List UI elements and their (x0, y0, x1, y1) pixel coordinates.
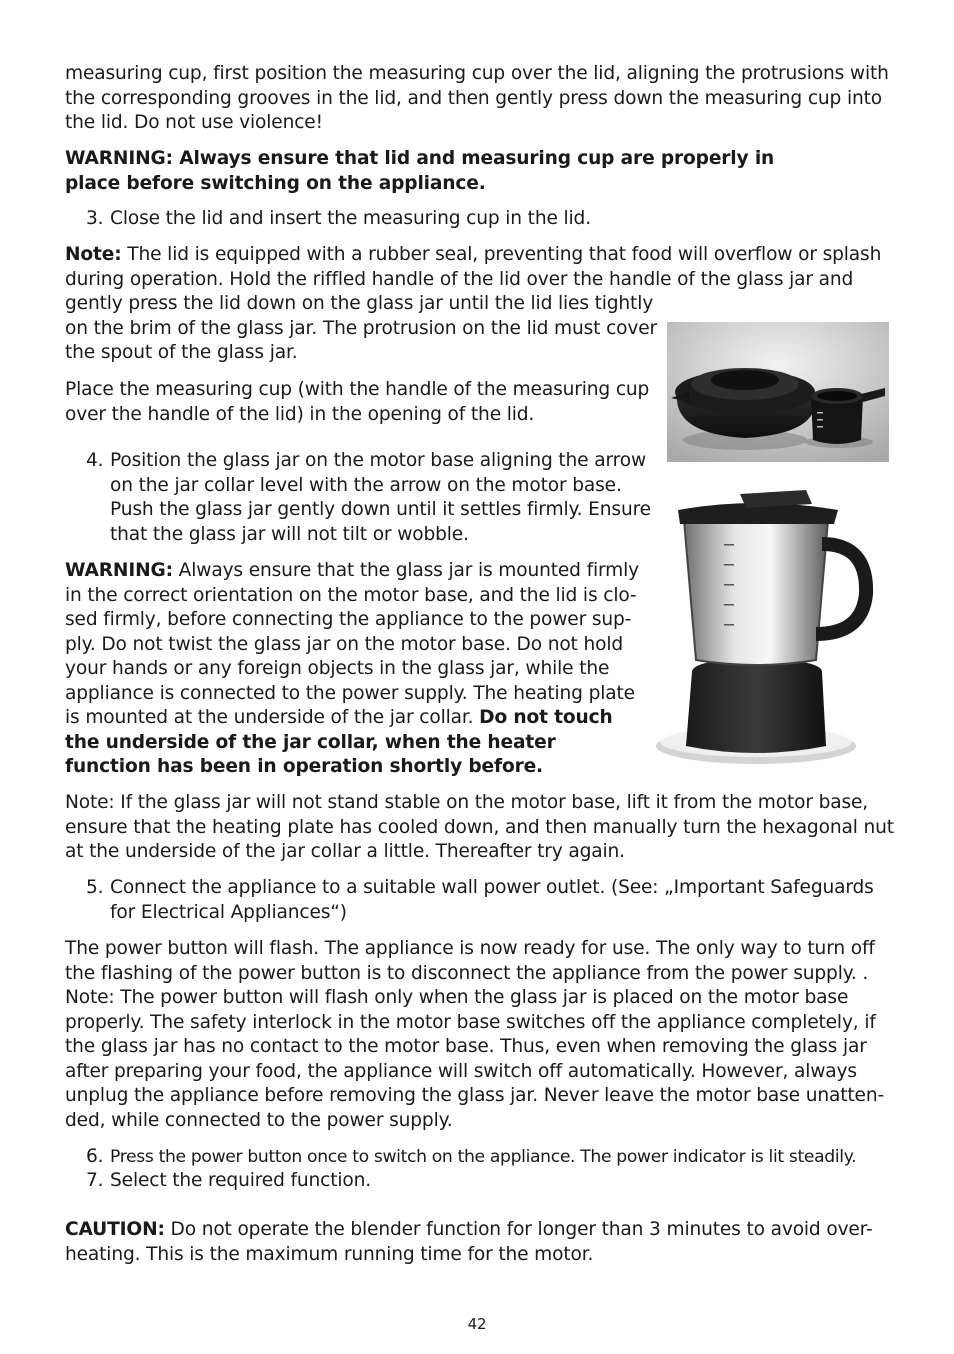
lid-and-measuring-cup-photo (667, 322, 889, 462)
text-line: your hands or any foreign objects in the glass jar, while the (65, 658, 610, 679)
text-line: the corresponding grooves in the lid, and then gently press down the measuring cup into (65, 87, 882, 109)
bold-text: Do not touch (479, 707, 613, 728)
step-text: Press the power button once to switch on the appliance. The power indicator is lit steadily. (110, 1147, 857, 1167)
text-line: properly. The safety interlock in the motor base switches off the appliance completely, if (65, 1011, 876, 1033)
text-line: after preparing your food, the appliance will switch off automatically. However, always (65, 1060, 857, 1082)
text-line: in the correct orientation on the motor base, and the lid is clo- (65, 584, 637, 606)
step-text: Position the glass jar on the motor base aligning the arrow (110, 450, 647, 471)
text-line: heating. This is the maximum running time for the motor. (65, 1243, 594, 1265)
step-4 (86, 449, 651, 547)
step-text: Close the lid and insert the measuring cup in the lid. (110, 208, 591, 229)
power-button-paragraph (65, 937, 884, 1133)
step-text: Select the required function. (110, 1170, 372, 1191)
text-line: that the glass jar will not tilt or wobble. (110, 523, 469, 545)
text-line: Place the measuring cup (with the handle of the measuring cup (65, 379, 650, 400)
text-line: gently press the lid down on the glass jar until the lid lies tightly (65, 293, 654, 314)
step-3 (86, 207, 591, 232)
step-number: 5. (86, 877, 104, 898)
text-line: the lid. Do not use violence! (65, 112, 323, 133)
text-line: the spout of the glass jar. (65, 342, 298, 363)
note-stability (65, 791, 894, 865)
text-line: unplug the appliance before removing the glass jar. Never leave the motor base unatten- (65, 1085, 885, 1106)
text-line: The lid is equipped with a rubber seal, preventing that food will overflow or splash (121, 244, 882, 265)
step-text: Connect the appliance to a suitable wall power outlet. (See: „Important Safeguards (110, 877, 874, 898)
warning-glass-jar (65, 559, 639, 780)
text-line: is mounted at the underside of the jar collar. (65, 707, 480, 728)
bold-line: the underside of the jar collar, when the heater (65, 731, 556, 753)
text-line: The power button will flash. The appliance is now ready for use. The only way to turn off (65, 938, 875, 959)
text-line: ensure that the heating plate has cooled down, and then manually turn the hexagonal nut (65, 816, 894, 838)
text-line: over the handle of the lid) in the opening of the lid. (65, 403, 535, 425)
step-number: 4. (86, 450, 104, 471)
step-number: 7. (86, 1170, 104, 1191)
text-line: on the jar collar level with the arrow on the motor base. (110, 474, 622, 496)
text-line: Note: The power button will flash only when the glass jar is placed on the motor base (65, 987, 849, 1008)
step-number: 3. (86, 208, 104, 229)
page-number: 42 (467, 1315, 487, 1333)
text-line: appliance is connected to the power supply. The heating plate (65, 682, 635, 704)
warning-lid-cup (65, 147, 774, 196)
text-line: ded, while connected to the power supply. (65, 1109, 453, 1131)
blender-photo (656, 484, 874, 764)
text-line: ply. Do not twist the glass jar on the motor base. Do not hold (65, 633, 623, 655)
text-line: the flashing of the power button is to disconnect the appliance from the power supply. . (65, 962, 869, 984)
text-line: the glass jar has no contact to the motor base. Thus, even when removing the glass jar (65, 1036, 867, 1057)
text-line: sed firmly, before connecting the appliance to the power sup- (65, 609, 632, 630)
step-5 (86, 876, 874, 925)
text-line: Note: If the glass jar will not stand stable on the motor base, lift it from the motor base, (65, 792, 869, 813)
text-line: Always ensure that the glass jar is mounted firmly (172, 560, 639, 581)
place-cup-paragraph (65, 378, 649, 427)
note-label: Note: (65, 244, 122, 265)
warning-label: WARNING: (65, 560, 173, 581)
text-line: measuring cup, first position the measuring cup over the lid, aligning the protrusions with (65, 63, 889, 84)
caution-paragraph (65, 1218, 873, 1267)
text-line: during operation. Hold the riffled handle of the lid over the handle of the glass jar and (65, 268, 854, 290)
step-number: 6. (86, 1146, 104, 1167)
text-line: WARNING: Always ensure that lid and measuring cup are properly in (65, 148, 775, 169)
text-line: Do not operate the blender function for longer than 3 minutes to avoid over- (164, 1219, 873, 1240)
text-line: Push the glass jar gently down until it settles firmly. Ensure (110, 499, 651, 520)
bold-line: function has been in operation shortly before. (65, 756, 543, 777)
text-line: place before switching on the appliance. (65, 172, 486, 194)
text-line: at the underside of the jar collar a little. Thereafter try again. (65, 841, 625, 862)
step-7 (86, 1169, 371, 1194)
caution-label: CAUTION: (65, 1219, 165, 1240)
step-6 (86, 1145, 856, 1170)
text-line: for Electrical Appliances“) (110, 901, 347, 923)
intro-paragraph (65, 62, 889, 136)
text-line: on the brim of the glass jar. The protrusion on the lid must cover (65, 317, 658, 339)
